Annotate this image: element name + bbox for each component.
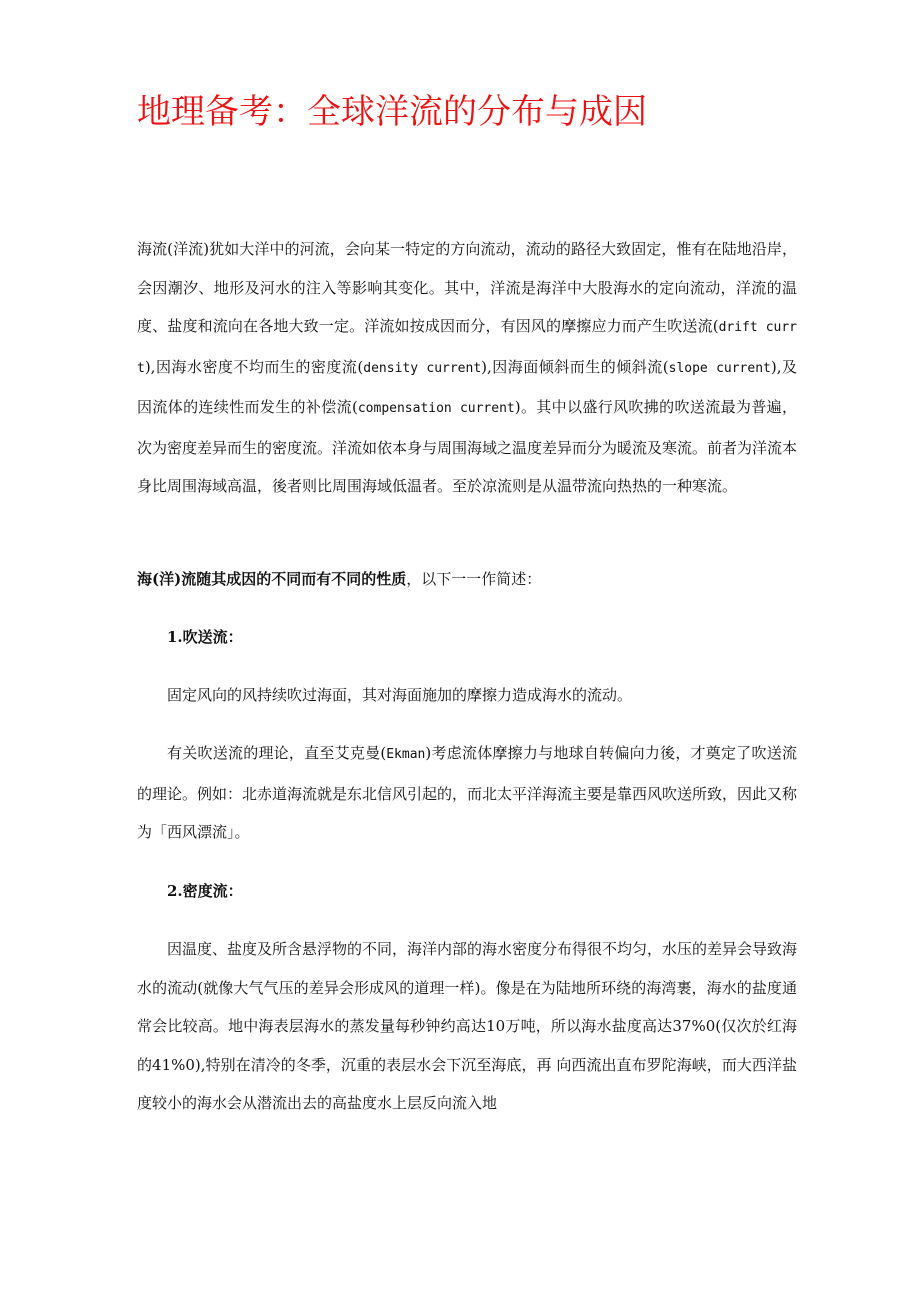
section1-heading: 1.吹送流： — [167, 628, 243, 646]
compensation-current-term: compensation current — [357, 401, 515, 416]
lead-rest-text: ，以下一一作简述： — [406, 570, 542, 588]
section2-paragraph-1: 因温度、盐度及所含悬浮物的不同，海洋内部的海水密度分布得很不均匀，水压的差异会导致海水的流动(就像大气气压的差异会形成风的道理一样)。像是在为陆地所环绕的海湾裹，海水的盐度通常会比较高。地中海表层海水的蒸发量每秒钟约高达10万吨，所以海水盐度高达37%0(仅次於红海的41%0),特别在清冷的冬季，沉重的表层水会下沉至海底，再 向西流出直布罗陀海峡，而大西洋盐度较小的海水会从潜流出去的高盐度水上层反向流入地 — [137, 940, 798, 1112]
intro-text-2: ),因海水密度不均而生的密度流( — [144, 357, 364, 376]
density-current-term: density current — [363, 360, 482, 376]
section1-paragraph-2 — [137, 734, 797, 852]
drift-current-term: drift currt — [137, 320, 797, 376]
lead-paragraph — [137, 560, 797, 599]
intro-text-3: ),因海面倾斜而生的倾斜流( — [481, 357, 669, 376]
page-title: 地理备考：全球洋流的分布与成因 — [137, 92, 647, 132]
section1-paragraph-1: 固定风向的风持续吹过海面，其对海面施加的摩擦力造成海水的流动。 — [167, 686, 633, 704]
ekman-term: Ekman — [386, 747, 426, 762]
intro-paragraph — [137, 230, 797, 506]
section2-heading: 2.密度流： — [167, 882, 243, 900]
intro-text-5: )。其中以盛行风吹拂的吹送流最为普遍，次为密度差异而生的密度流。洋流如依本身与周围海域之温度差异而分为暖流及寒流。前者为洋流本身比周围海域高温，後者则比周围海域低温者。至於凉流则是从温带流向热热的一种寒流。 — [137, 398, 798, 495]
section1-p2-text-b: )考虑流体摩擦力与地球自转偏向力後，才奠定了吹送流的理论。例如：北赤道海流就是东北信风引起的，而北太平洋海流主要是靠西风吹送所致，因此又称为「西风漂流」。 — [137, 744, 798, 841]
intro-text-1: 海流(洋流)犹如大洋中的河流，会向某一特定的方向流动，流动的路径大致固定，惟有在陆地沿岸，会因潮汐、地形及河水的注入等影响其变化。其中，洋流是海洋中大股海水的定向流动，洋流的温度、盐度和流向在各地大致一定。洋流如按成因而分，有因风的摩擦应力而产生吹送流( — [137, 240, 797, 335]
lead-bold-text: 海(洋)流随其成因的不同而有不同的性质 — [137, 570, 407, 588]
section1-p2-text-a: 有关吹送流的理论，直至艾克曼( — [167, 744, 387, 762]
intro-text-4: ),及因流体的连续性而发生的补偿流( — [137, 357, 797, 416]
slope-current-term: slope current — [668, 360, 771, 376]
